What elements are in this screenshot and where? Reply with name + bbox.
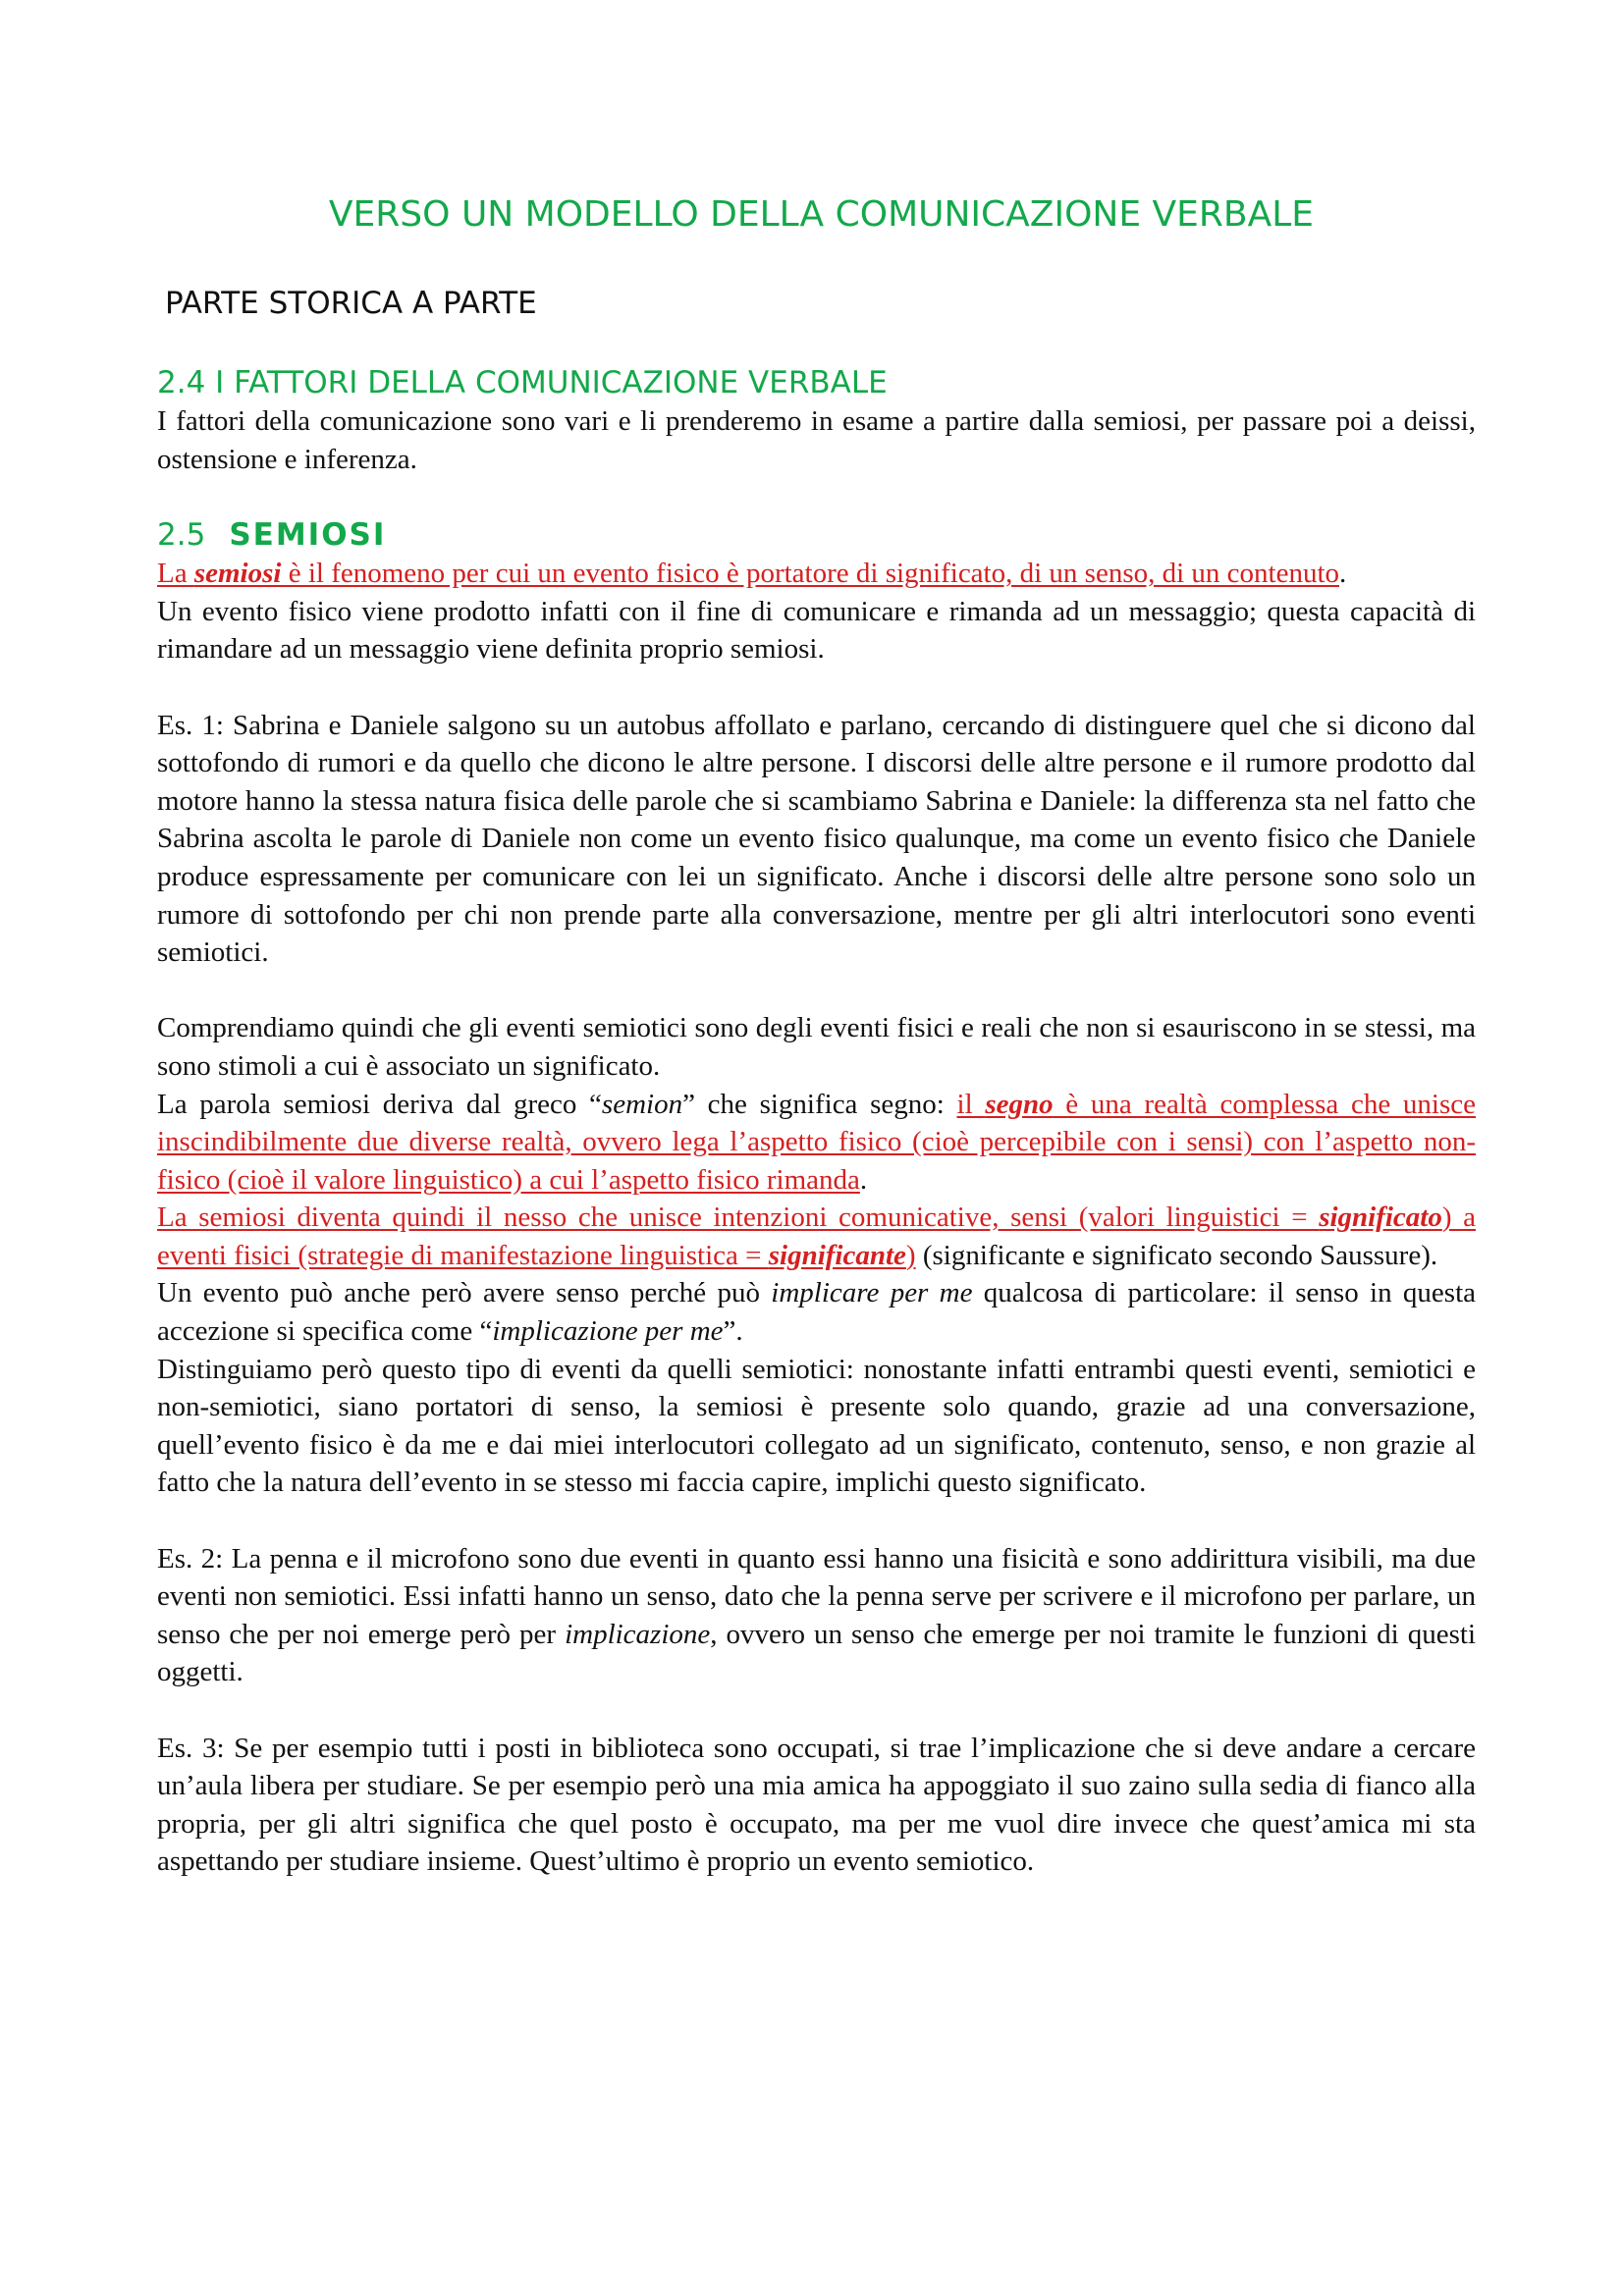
section-heading-2-5 <box>157 515 1476 555</box>
segno-term: segno <box>985 1088 1054 1120</box>
ex2-term: implicazione <box>565 1618 711 1650</box>
paragraph-segno <box>157 1086 1476 1200</box>
paragraph-evento-fisico: Un evento fisico viene prodotto infatti con il fine di comunicare e rimanda ad un messaggio; questa capacità di rimandare ad un messaggio viene definita proprio semiosi. <box>157 595 1476 666</box>
ex2-start: Es. 2: La penna e il microfono sono due eventi in quanto essi hanno una fisicità e sono addirittura visibili, ma due eventi non semiotici. Essi infatti hanno un senso, dato che la penna serve per scrivere e il microfono per parlare, un senso che per noi emerge però per <box>157 1542 1476 1650</box>
segno-def-body: è una realtà complessa che unisce inscindibilmente due diverse realtà, ovvero lega l’aspetto fisico (cioè percepibile con i sensi) con l’aspetto non-fisico (cioè il valore linguistico) a cui l’aspetto fisico rimanda <box>157 1088 1476 1196</box>
impl-mid: qualcosa di particolare: il senso in questa accezione si specifica come “ <box>157 1277 1476 1348</box>
document-subtitle: PARTE STORICA A PARTE <box>165 286 537 321</box>
paragraph-implicazione <box>157 1274 1476 1350</box>
nesso-mid: ) a eventi fisici (strategie di manifestazione linguistica = <box>157 1201 1476 1271</box>
paragraph-eventi-semiotici: Comprendiamo quindi che gli eventi semiotici sono degli eventi fisici e reali che non si esauriscono in se stessi, ma sono stimoli a cui è associato un significato. <box>157 1012 1476 1082</box>
spacer <box>157 1502 1476 1540</box>
paragraph-nesso <box>157 1199 1476 1274</box>
segno-intro: La parola semiosi deriva dal greco “ <box>157 1088 602 1120</box>
segno-mid: ” che significa segno: <box>682 1088 957 1120</box>
semion-term: semion <box>601 1088 683 1120</box>
significato-term: significato <box>1319 1201 1442 1234</box>
section-2-4-text: I fattori della comunicazione sono vari e li prenderemo in esame a partire dalla semiosi, per passare poi a deissi, ostensione e inferenza. <box>157 405 1476 475</box>
definition-term: semiosi <box>193 558 282 590</box>
significante-term: significante <box>768 1239 906 1271</box>
section-number: 2.5 <box>157 517 206 554</box>
document-title: VERSO UN MODELLO DELLA COMUNICAZIONE VERBALE <box>328 194 1315 235</box>
example-2 <box>157 1540 1476 1691</box>
definition-start: La <box>157 558 194 590</box>
definition-period: . <box>1339 558 1347 590</box>
semiosi-definition <box>157 555 1476 593</box>
ex2-end: , ovvero un senso che emerge per noi tramite le funzioni di questi oggetti. <box>157 1618 1477 1688</box>
section-heading-2-4: 2.4 I FATTORI DELLA COMUNICAZIONE VERBALE <box>157 365 888 400</box>
definition-body: è il fenomeno per cui un evento fisico è portatore di significato, di un senso, di un contenuto <box>281 558 1340 590</box>
spacer <box>157 668 1476 707</box>
segno-period: . <box>859 1163 868 1196</box>
segno-def-start: il <box>956 1088 986 1120</box>
paragraph-distinguiamo: Distinguiamo però questo tipo di eventi da quelli semiotici: nonostante infatti entrambi questi eventi, semiotici e non-semiotici, siano portatori di senso, la semiosi è presente solo quando, grazie ad una conversazione, quell’evento fisico è da me e dai miei interlocutori collegato ad un significato, contenuto, senso, e non grazie al fatto che la natura dell’evento in se stesso mi faccia capire, implichi questo significato. <box>157 1353 1476 1499</box>
nesso-start: La semiosi diventa quindi il nesso che unisce intenzioni comunicative, sensi (valori linguistici = <box>157 1201 1320 1234</box>
impl-term-2: implicazione per me <box>492 1315 724 1348</box>
nesso-close: ) <box>905 1239 916 1271</box>
impl-start: Un evento può anche però avere senso perché può <box>157 1277 772 1309</box>
impl-term-1: implicare per me <box>771 1277 973 1309</box>
spacer <box>157 1691 1476 1730</box>
impl-end: ”. <box>723 1315 743 1348</box>
example-3: Es. 3: Se per esempio tutti i posti in biblioteca sono occupati, si trae l’implicazione che si deve andare a cercare un’aula libera per studiare. Se per esempio però una mia amica ha appoggiato il suo zaino sulla sedia di fianco alla propria, per gli altri significa che quel posto è occupato, ma per me vuol dire invece che quest’amica mi sta aspettando per studiare insieme. Quest’ultimo è proprio un evento semiotico. <box>157 1732 1476 1878</box>
section-title: SEMIOSI <box>229 517 387 554</box>
example-1: Es. 1: Sabrina e Daniele salgono su un autobus affollato e parlano, cercando di distinguere quel che si dicono dal sottofondo di rumori e da quello che dicono le altre persone. I discorsi delle altre persone e il rumore prodotto dal motore hanno la stessa natura fisica delle parole che si scambiamo Sabrina e Daniele: la differenza sta nel fatto che Sabrina ascolta le parole di Daniele non come un evento fisico qualunque, ma come un evento fisico che Daniele produce espressamente per comunicare con lei un significato. Anche i discorsi delle altre persone sono solo un rumore di sottofondo per chi non prende parte alla conversazione, mentre per gli altri interlocutori sono eventi semiotici. <box>157 709 1476 969</box>
nesso-saussure: (significante e significato secondo Saussure). <box>915 1239 1438 1271</box>
spacer <box>157 972 1476 1010</box>
